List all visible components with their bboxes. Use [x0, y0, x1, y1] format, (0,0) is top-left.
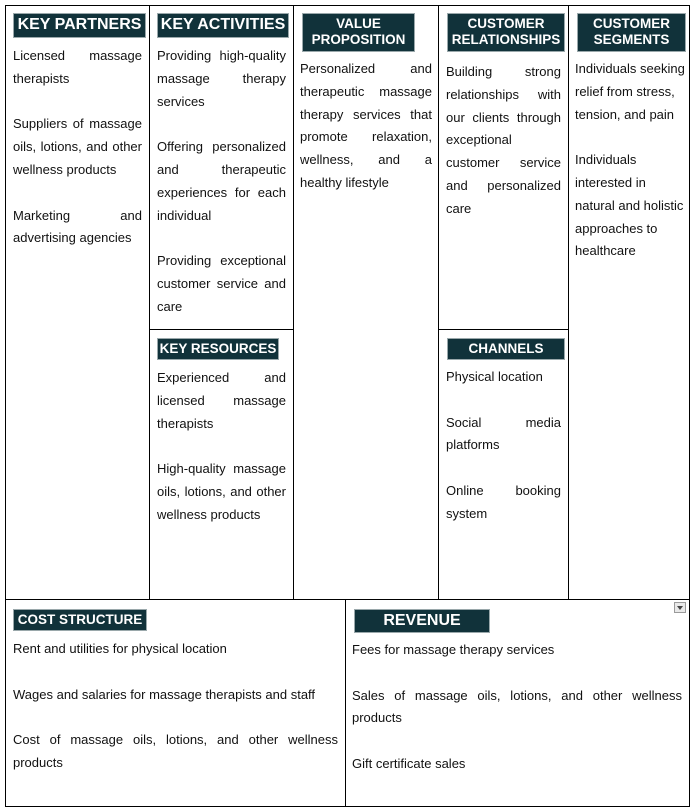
- list-item: Cost of massage oils, lotions, and other wellness products: [13, 732, 338, 770]
- key-activities-list: [157, 45, 286, 341]
- channels-header: CHANNELS: [447, 338, 565, 360]
- customer-segments-list: [575, 58, 685, 286]
- key-partners-header: KEY PARTNERS: [13, 13, 146, 38]
- customer-relationships-list: [446, 61, 561, 243]
- list-item: Fees for massage therapy services: [352, 642, 555, 657]
- cost-structure-header: COST STRUCTURE: [13, 609, 147, 631]
- key-resources-list: [157, 367, 286, 549]
- list-item: Gift certificate sales: [352, 755, 466, 771]
- customer-segments-title-line2: SEGMENTS: [593, 32, 670, 47]
- list-item: Providing high-quality massage therapy services: [157, 48, 286, 109]
- value-proposition-title-line2: PROPOSITION: [311, 32, 406, 47]
- revenue-header: REVENUE: [354, 609, 490, 633]
- list-item: Social media platforms: [446, 414, 561, 453]
- list-item: Licensed massage therapists: [13, 48, 142, 86]
- list-item: High-quality massage oils, lotions, and other wellness products: [157, 461, 286, 522]
- dropdown-arrow-icon[interactable]: [674, 602, 686, 613]
- customer-segments-header: [577, 13, 686, 52]
- list-item: Physical location: [446, 369, 543, 384]
- list-item: Rent and utilities for physical location: [13, 641, 227, 656]
- list-item: Building strong relationships with our clients through exceptional customer service and personalized care: [446, 64, 561, 216]
- cost-structure-list: [13, 638, 338, 798]
- revenue-list: [352, 639, 682, 799]
- customer-relationships-header: [447, 13, 565, 52]
- list-item: Suppliers of massage oils, lotions, and other wellness products: [13, 116, 142, 177]
- list-item: Online booking system: [446, 482, 561, 521]
- list-item: Sales of massage oils, lotions, and other wellness products: [352, 687, 682, 726]
- channels-list: [446, 366, 561, 548]
- list-item: Experienced and licensed massage therapists: [157, 370, 286, 431]
- list-item: Marketing and advertising agencies: [13, 207, 142, 246]
- key-partners-list: [13, 45, 142, 273]
- list-item: Individuals seeking relief from stress, tension, and pain: [575, 61, 685, 122]
- list-item: Providing exceptional customer service and care: [157, 253, 286, 314]
- customer-relationships-title-line1: CUSTOMER: [467, 16, 545, 31]
- value-proposition-list: [300, 58, 432, 218]
- key-activities-header: KEY ACTIVITIES: [157, 13, 289, 38]
- key-resources-header: KEY RESOURCES: [157, 338, 279, 360]
- customer-segments-title-line1: CUSTOMER: [592, 16, 670, 31]
- customer-relationships-title-line2: RELATIONSHIPS: [451, 32, 561, 47]
- list-item: Individuals interested in natural and holistic approaches to healthcare: [575, 152, 684, 259]
- list-item: Wages and salaries for massage therapists and staff: [13, 686, 316, 702]
- list-item: Personalized and therapeutic massage therapy services that promote relaxation, wellness, and a healthy lifestyle: [300, 61, 432, 190]
- value-proposition-header: [302, 13, 415, 52]
- value-proposition-title-line1: VALUE: [336, 16, 381, 31]
- list-item: Offering personalized and therapeutic experiences for each individual: [157, 139, 286, 223]
